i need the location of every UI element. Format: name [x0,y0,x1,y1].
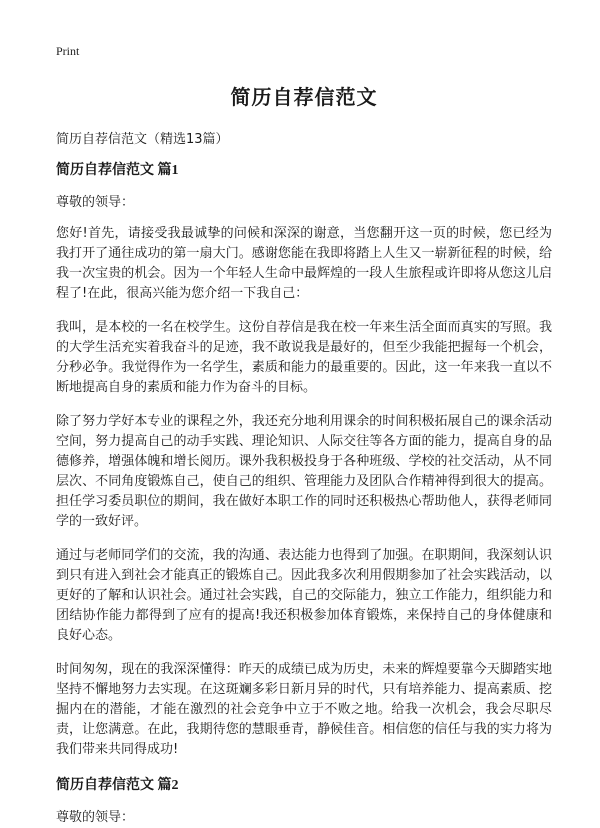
section-1-greeting: 尊敬的领导： [56,195,135,210]
section-2-greeting: 尊敬的领导： [56,810,135,825]
section-2 [56,774,552,825]
section-2-heading: 简历自荐信范文 篇2 [56,778,179,793]
section-1 [56,159,552,760]
paragraph: 时间匆匆，现在的我深深懂得：昨天的成绩已成为历史，未来的辉煌要靠今天脚踏实地坚持不懈地努力去实现。在这斑斓多彩日新月异的时代，只有培养能力、提高素质、挖掘内在的潜能，才能在激烈的社会竞争中立于不败之地。给我一次机会，我会尽职尽责，让您满意。在此，我期待您的慧眼垂青，静候佳音。相信您的信任与我的实力将为我们带来共同得成功! [56,662,552,757]
document-title: 简历自荐信范文 [230,85,378,109]
print-label[interactable]: Print [56,44,80,58]
paragraph: 我叫，是本校的一名在校学生。这份自荐信是我在校一年来生活全面而真实的写照。我的大学生活充实着我奋斗的足迹，我不敢说我是最好的，但至少我能把握每一个机会，分秒必争。我觉得作为一名学生，素质和能力的最重要的。因此，这一年来我一直以不断地提高自身的素质和能力作为奋斗的目标。 [56,320,552,395]
document-subtitle: 简历自荐信范文（精选13篇） [56,132,229,147]
paragraph: 您好!首先，请接受我最诚挚的问候和深深的谢意，当您翻开这一页的时候，您已经为我打开了通往成功的第一扇大门。感谢您能在我即将踏上人生又一崭新征程的时候，给我一次宝贵的机会。因为一个年轻人生命中最辉煌的一段人生旅程或许即将从您这儿启程了!在此，很高兴能为您介绍一下我自己： [56,226,552,301]
paragraph: 通过与老师同学们的交流，我的沟通、表达能力也得到了加强。在职期间，我深刻认识到只有进入到社会才能真正的锻炼自己。因此我多次利用假期参加了社会实践活动，以更好的了解和认识社会。通过社会实践，自己的交际能力，独立工作能力，组织能力和团结协作能力都得到了应有的提高!我还积极参加体育锻炼，来保持自己的身体健康和良好心态。 [56,548,552,643]
paragraph: 除了努力学好本专业的课程之外，我还充分地利用课余的时间积极拓展自己的课余活动空间，努力提高自己的动手实践、理论知识、人际交往等各方面的能力，提高自身的品德修养，增强体魄和增长阅历。课外我积极投身于各种班级、学校的社交活动，从不同层次、不同角度锻炼自己，使自己的组织、管理能力及团队合作精神得到很大的提高。担任学习委员职位的期间，我在做好本职工作的同时还积极热心帮助他人，获得老师同学的一致好评。 [56,414,552,529]
section-1-heading: 简历自荐信范文 篇1 [56,163,179,178]
